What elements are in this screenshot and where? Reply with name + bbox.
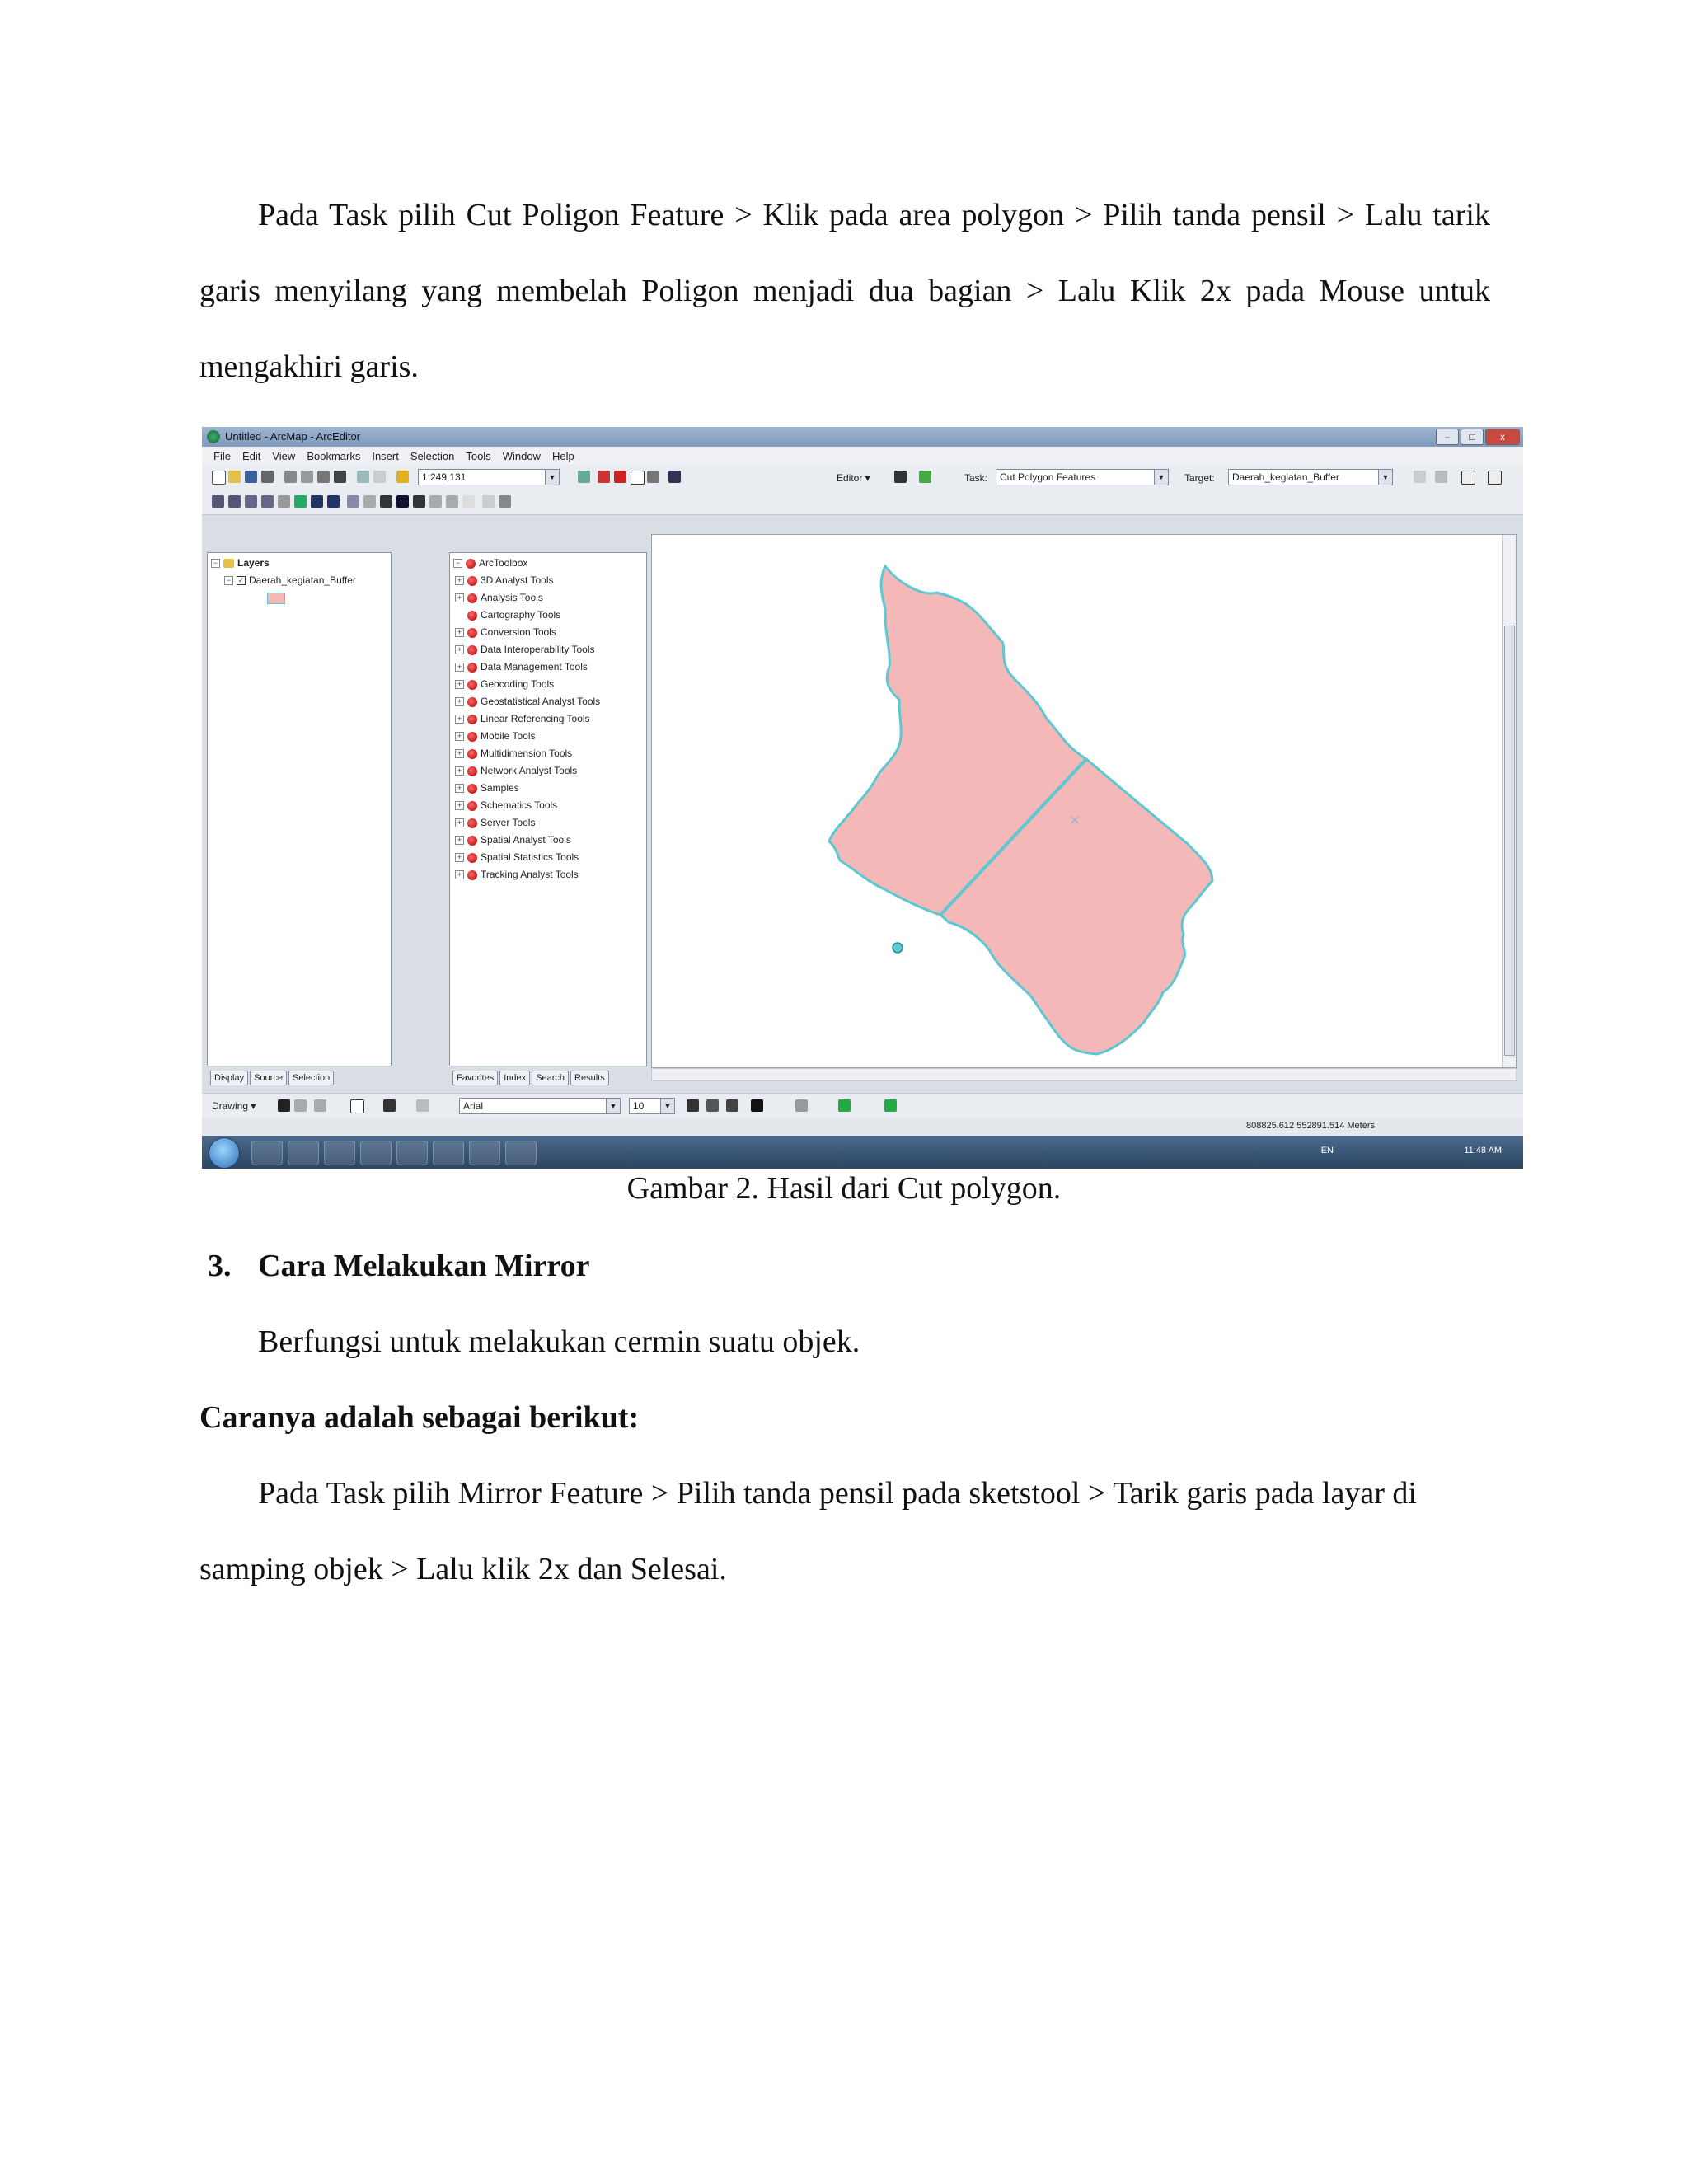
split-tool-icon[interactable]	[1414, 471, 1426, 483]
zoom-out-icon[interactable]	[228, 495, 241, 508]
taskbar-media-icon[interactable]	[324, 1141, 355, 1165]
drawing-toolbar	[202, 1093, 1523, 1118]
italic-icon[interactable]	[706, 1099, 719, 1112]
paragraph-cut-polygon: Pada Task pilih Cut Poligon Feature > Klik pada area polygon > Pilih tanda pensil > Lalu tarik garis menyilang yang membelah Poligon menjadi dua bagian > Lalu Klik 2x pada Mouse untuk mengakhiri garis.	[199, 198, 1490, 384]
taskbar-arcmap-icon[interactable]	[469, 1141, 500, 1165]
layer-visibility-checkbox[interactable]: ✓	[237, 576, 245, 584]
toc-root-label: Layers	[237, 557, 270, 569]
cut-icon[interactable]	[284, 471, 297, 483]
toolbox-label: Tracking Analyst Tools	[481, 869, 579, 880]
toolbox-item[interactable]	[453, 814, 600, 832]
drawing-menu[interactable]: Drawing ▾	[212, 1100, 256, 1112]
close-button[interactable]: x	[1485, 429, 1520, 445]
hyperlink-icon[interactable]	[446, 495, 458, 508]
toolbox-item[interactable]	[453, 780, 600, 797]
paragraph-mirror-steps-line1: Pada Task pilih Mirror Feature > Pilih tanda pensil pada sketstool > Tarik garis pada layar di	[258, 1476, 1417, 1511]
expand-icon[interactable]: +	[455, 836, 464, 845]
select-elements-icon[interactable]	[278, 1099, 290, 1112]
toolbox-item[interactable]	[453, 676, 600, 693]
expand-icon[interactable]: +	[455, 766, 464, 776]
layer-symbol[interactable]	[211, 589, 356, 607]
collapse-icon[interactable]: −	[453, 559, 462, 568]
font-value: Arial	[463, 1100, 484, 1112]
toolbox-item[interactable]	[453, 797, 600, 814]
toolbox-label: Spatial Statistics Tools	[481, 851, 579, 863]
windows-taskbar	[202, 1136, 1523, 1169]
menu-tools[interactable]: Tools	[466, 449, 491, 462]
menu-insert[interactable]: Insert	[372, 449, 399, 462]
standard-toolbar	[202, 465, 1523, 490]
fill-color-icon[interactable]	[795, 1099, 808, 1112]
map-horizontal-scrollbar[interactable]	[651, 1068, 1517, 1081]
edit-tool-icon[interactable]	[894, 471, 907, 483]
redo-icon[interactable]	[373, 471, 386, 483]
chevron-down-icon[interactable]: ▼	[1154, 470, 1168, 485]
toolbox-label: Schematics Tools	[481, 799, 558, 811]
toolbox-item[interactable]	[453, 849, 600, 866]
map-scale-combo[interactable]	[418, 469, 560, 485]
toolbox-label: Spatial Analyst Tools	[481, 834, 571, 846]
menu-file[interactable]: File	[213, 449, 231, 462]
command-line-icon[interactable]	[631, 471, 645, 485]
expand-icon[interactable]: +	[455, 784, 464, 793]
toolbox-item[interactable]	[453, 762, 600, 780]
rotate-icon[interactable]	[294, 1099, 307, 1112]
expand-icon[interactable]: +	[455, 697, 464, 706]
new-document-icon[interactable]	[212, 471, 226, 485]
paste-icon[interactable]	[317, 471, 330, 483]
tab-display[interactable]: Display	[210, 1071, 248, 1085]
tab-favorites[interactable]: Favorites	[452, 1071, 498, 1085]
callout-icon[interactable]	[416, 1099, 429, 1112]
arctoolbox-panel	[449, 552, 647, 1066]
zoom-in-icon[interactable]	[212, 495, 224, 508]
collapse-icon[interactable]: −	[211, 559, 220, 568]
pan-icon[interactable]	[278, 495, 290, 508]
fixed-zoom-in-icon[interactable]	[245, 495, 257, 508]
toolbox-item[interactable]	[453, 745, 600, 762]
arctoolbox-root[interactable]	[453, 555, 600, 572]
attributes-icon[interactable]	[1461, 471, 1475, 485]
target-combo[interactable]	[1228, 469, 1393, 485]
bold-icon[interactable]	[687, 1099, 699, 1112]
arctoolbox-icon[interactable]	[598, 471, 610, 483]
toolbox-icon	[467, 818, 477, 828]
scroll-thumb[interactable]	[1504, 626, 1515, 1056]
measure-icon[interactable]	[429, 495, 442, 508]
toolbox-label: Conversion Tools	[481, 626, 556, 638]
expand-icon[interactable]: +	[455, 870, 464, 879]
print-icon[interactable]	[261, 471, 274, 483]
taskbar-app-icon[interactable]	[360, 1141, 392, 1165]
toolbox-item[interactable]	[453, 728, 600, 745]
toolbox-label: Cartography Tools	[481, 609, 561, 621]
toolbox-label: 3D Analyst Tools	[481, 574, 554, 586]
tab-source[interactable]: Source	[250, 1071, 287, 1085]
map-vertical-scrollbar[interactable]	[1502, 535, 1516, 1067]
toolbox-icon[interactable]	[614, 471, 626, 483]
task-value: Cut Polygon Features	[1000, 471, 1096, 483]
arctoolbox-icon	[466, 559, 476, 569]
expand-icon[interactable]: +	[455, 818, 464, 827]
toolbox-label: Data Management Tools	[481, 661, 588, 673]
expand-icon[interactable]: +	[455, 645, 464, 654]
window-titlebar	[202, 427, 1523, 447]
menu-help[interactable]: Help	[551, 449, 574, 462]
expand-icon[interactable]: +	[455, 593, 464, 602]
expand-icon[interactable]: +	[455, 732, 464, 741]
editor-menu[interactable]: Editor ▾	[837, 472, 870, 484]
menu-edit[interactable]: Edit	[241, 449, 261, 462]
tab-selection[interactable]: Selection	[288, 1071, 334, 1085]
toolbox-item[interactable]	[453, 607, 600, 624]
menu-selection[interactable]: Selection	[410, 449, 455, 462]
expand-icon[interactable]: +	[455, 853, 464, 862]
toolbox-icon	[467, 853, 477, 863]
toc-layer-label: Daerah_kegiatan_Buffer	[249, 574, 356, 586]
zoom-whole-page-icon[interactable]	[314, 1099, 326, 1112]
toolbox-item[interactable]	[453, 624, 600, 641]
layers-icon	[223, 559, 234, 568]
minimize-button[interactable]: –	[1436, 429, 1459, 445]
toolbox-icon	[467, 697, 477, 707]
taskbar-app-icon[interactable]	[433, 1141, 464, 1165]
add-data-icon[interactable]	[396, 471, 409, 483]
select-features-icon[interactable]	[347, 495, 359, 508]
toolbox-item[interactable]	[453, 866, 600, 883]
full-extent-icon[interactable]	[294, 495, 307, 508]
chevron-down-icon[interactable]: ▼	[545, 470, 559, 485]
taskbar-ie-icon[interactable]	[251, 1141, 283, 1165]
expand-icon[interactable]: +	[455, 576, 464, 585]
expand-icon[interactable]: +	[455, 663, 464, 672]
target-value: Daerah_kegiatan_Buffer	[1232, 471, 1339, 483]
menu-bar	[202, 447, 1523, 465]
toolbox-icon	[467, 749, 477, 759]
arctoolbox-tabs	[452, 1071, 609, 1085]
toolbox-label: Linear Referencing Tools	[481, 713, 590, 724]
toolbox-item[interactable]	[453, 641, 600, 658]
html-popup-icon[interactable]	[462, 495, 475, 508]
toolbox-item[interactable]	[453, 572, 600, 589]
expand-icon[interactable]: +	[455, 749, 464, 758]
taskbar-app-icon[interactable]	[396, 1141, 428, 1165]
map-scale-value: 1:249,131	[422, 471, 467, 483]
open-folder-icon[interactable]	[228, 471, 241, 483]
subheading-steps: Caranya adalah sebagai berikut:	[199, 1400, 640, 1435]
toc-tabs	[210, 1071, 334, 1085]
toolbox-item[interactable]	[453, 832, 600, 849]
tray-language[interactable]: EN	[1320, 1146, 1334, 1155]
toolbox-icon	[467, 611, 477, 621]
marker-color-icon[interactable]	[884, 1099, 897, 1112]
underline-icon[interactable]	[726, 1099, 738, 1112]
back-extent-icon[interactable]	[311, 495, 323, 508]
chevron-down-icon[interactable]: ▼	[1378, 470, 1392, 485]
toolbox-icon	[467, 593, 477, 603]
toolbox-label: Data Interoperability Tools	[481, 644, 595, 655]
toolbox-icon	[467, 645, 477, 655]
sketch-vertex-point[interactable]	[893, 943, 903, 953]
toolbox-item[interactable]	[453, 710, 600, 728]
toolbox-icon	[467, 870, 477, 880]
map-canvas[interactable]	[652, 535, 1503, 1067]
delete-icon[interactable]	[334, 471, 346, 483]
copy-icon[interactable]	[301, 471, 313, 483]
toolbox-item[interactable]	[453, 693, 600, 710]
font-size-value: 10	[633, 1100, 645, 1112]
menu-window[interactable]: Window	[502, 449, 541, 462]
map-display[interactable]	[651, 534, 1517, 1068]
toolbox-icon	[467, 766, 477, 776]
select-elements-icon[interactable]	[380, 495, 392, 508]
taskbar-app-icon[interactable]	[505, 1141, 537, 1165]
forward-extent-icon[interactable]	[327, 495, 340, 508]
menu-view[interactable]: View	[272, 449, 296, 462]
chevron-down-icon[interactable]: ▼	[606, 1099, 620, 1113]
target-label: Target:	[1184, 472, 1215, 484]
font-color-icon[interactable]	[751, 1099, 763, 1112]
toolbox-icon	[467, 801, 477, 811]
coordinate-readout: 808825.612 552891.514 Meters	[1246, 1121, 1375, 1131]
fixed-zoom-out-icon[interactable]	[261, 495, 274, 508]
toolbox-label: Samples	[481, 782, 519, 794]
toc-layer[interactable]	[211, 572, 356, 589]
expand-icon[interactable]: +	[455, 628, 464, 637]
sketch-properties-icon[interactable]	[1488, 471, 1502, 485]
toolbox-label: Geostatistical Analyst Tools	[481, 696, 601, 707]
text-icon[interactable]	[383, 1099, 396, 1112]
maximize-button[interactable]: □	[1461, 429, 1484, 445]
chevron-down-icon[interactable]: ▼	[660, 1099, 674, 1113]
collapse-icon[interactable]: −	[224, 576, 233, 585]
arctoolbox-root-label: ArcToolbox	[479, 557, 528, 569]
rotate-tool-icon[interactable]	[1435, 471, 1447, 483]
toolbox-icon	[467, 680, 477, 690]
section-number: 3.	[208, 1249, 232, 1283]
route-icon[interactable]	[482, 495, 495, 508]
tools-toolbar	[202, 490, 1523, 515]
toolbox-label: Server Tools	[481, 817, 536, 828]
toolbox-label: Network Analyst Tools	[481, 765, 578, 776]
tab-search[interactable]: Search	[532, 1071, 569, 1085]
line-color-icon[interactable]	[838, 1099, 851, 1112]
section-title: Cara Melakukan Mirror	[258, 1249, 590, 1283]
expand-icon[interactable]: +	[455, 680, 464, 689]
undo-icon[interactable]	[357, 471, 369, 483]
find-icon[interactable]	[413, 495, 425, 508]
toolbox-item[interactable]	[453, 589, 600, 607]
toc-root[interactable]	[211, 555, 356, 572]
toolbox-icon	[467, 784, 477, 794]
time-slider-icon[interactable]	[499, 495, 511, 508]
start-button[interactable]	[209, 1137, 240, 1169]
toolbox-icon	[467, 732, 477, 742]
clear-selection-icon[interactable]	[363, 495, 376, 508]
toolbox-icon	[467, 715, 477, 724]
table-of-contents-panel	[207, 552, 392, 1066]
task-label: Task:	[964, 472, 988, 484]
toolbox-label: Mobile Tools	[481, 730, 536, 742]
toolbox-icon	[467, 628, 477, 638]
font-size-combo[interactable]	[629, 1098, 675, 1114]
taskbar-explorer-icon[interactable]	[288, 1141, 319, 1165]
status-bar	[202, 1118, 1523, 1136]
paragraph-mirror-description: Berfungsi untuk melakukan cermin suatu objek.	[258, 1324, 860, 1359]
toolbox-label: Geocoding Tools	[481, 678, 555, 690]
sketch-pencil-icon[interactable]	[919, 471, 931, 483]
expand-icon[interactable]: +	[455, 801, 464, 810]
expand-icon[interactable]: +	[455, 715, 464, 724]
tab-index[interactable]: Index	[499, 1071, 530, 1085]
arcmap-screenshot	[202, 427, 1523, 1169]
polygon-symbol-icon	[267, 593, 285, 604]
arcmap-app-icon	[207, 430, 220, 443]
model-builder-icon[interactable]	[647, 471, 659, 483]
window-title: Untitled - ArcMap - ArcEditor	[225, 430, 360, 443]
toolbox-icon	[467, 836, 477, 846]
whats-this-icon[interactable]	[668, 471, 681, 483]
figure-caption: Gambar 2. Hasil dari Cut polygon.	[626, 1171, 1062, 1206]
font-combo[interactable]	[459, 1098, 621, 1114]
toolbox-icon	[467, 576, 477, 586]
save-icon[interactable]	[245, 471, 257, 483]
tray-clock[interactable]: 11:48 AM	[1464, 1146, 1502, 1155]
toolbox-item[interactable]	[453, 658, 600, 676]
toolbox-icon	[467, 663, 477, 673]
menu-bookmarks[interactable]: Bookmarks	[307, 449, 361, 462]
tab-results[interactable]: Results	[570, 1071, 609, 1085]
task-combo[interactable]	[996, 469, 1169, 485]
toolbox-label: Multidimension Tools	[481, 748, 573, 759]
paragraph-mirror-steps-line2: samping objek > Lalu klik 2x dan Selesai.	[199, 1552, 727, 1586]
toolbox-label: Analysis Tools	[481, 592, 543, 603]
rectangle-icon[interactable]	[350, 1099, 364, 1113]
identify-icon[interactable]	[396, 495, 409, 508]
editor-toolbar-icon[interactable]	[578, 471, 590, 483]
